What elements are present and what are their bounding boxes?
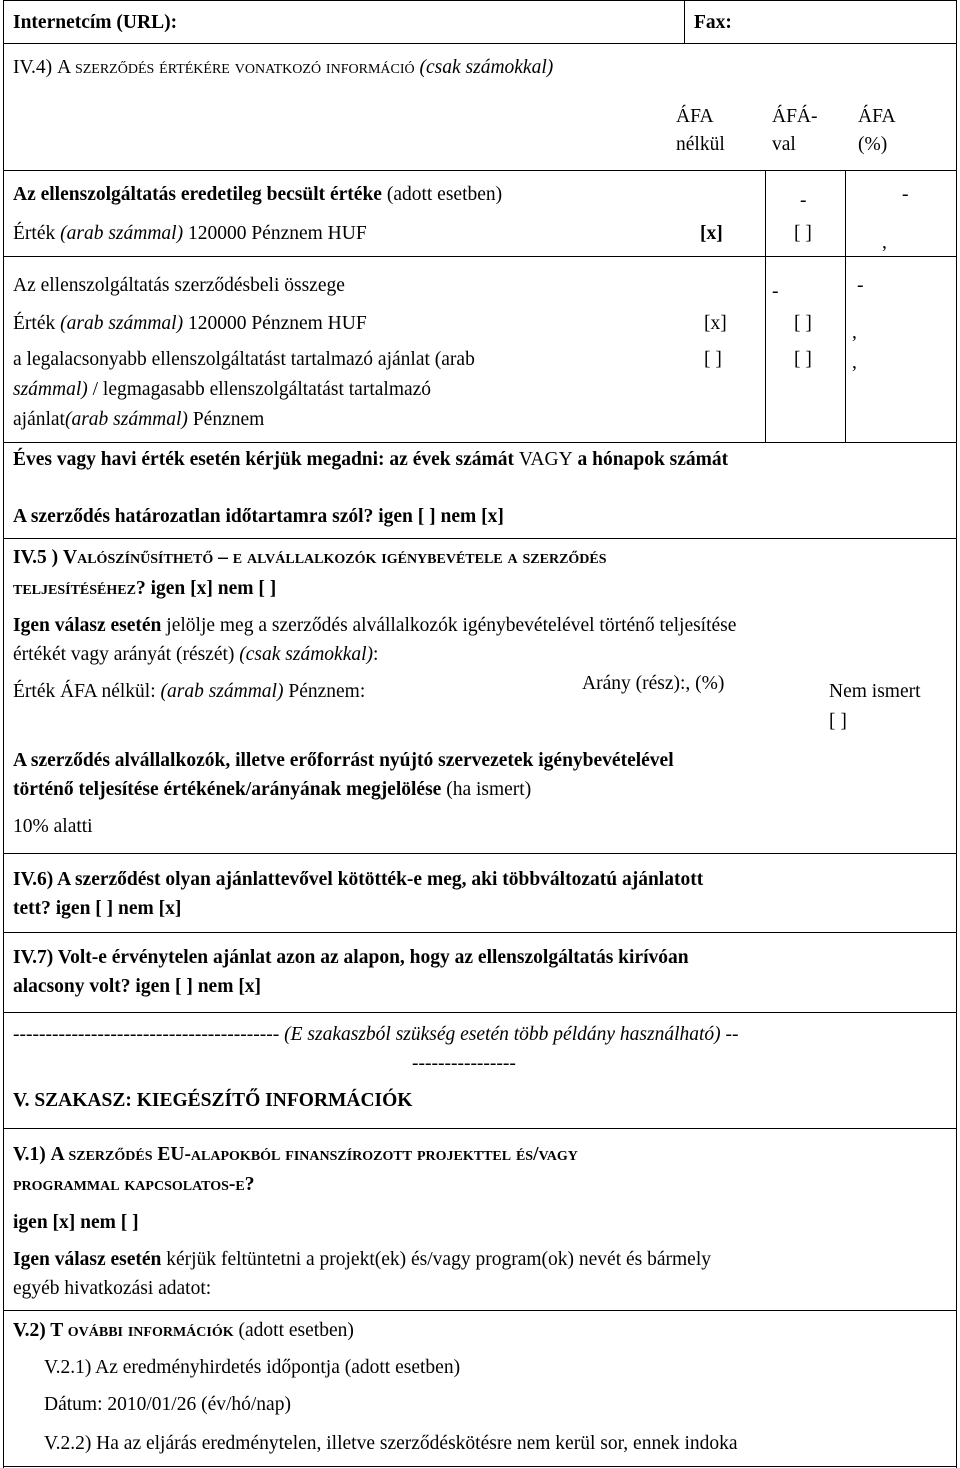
s4-5-yes-bold: Igen válasz esetén bbox=[13, 615, 162, 636]
s5-2-note: (adott esetben) bbox=[233, 1320, 354, 1341]
r5-l1b: (arab bbox=[434, 349, 475, 370]
table-row-divider bbox=[3, 256, 957, 257]
table-col-divider-2 bbox=[845, 170, 846, 442]
r2-comma: , bbox=[882, 232, 887, 253]
s4-5-sub-l2a: történő teljesítése értékének/arányának megjelölése bbox=[13, 779, 442, 800]
r4-a: Érték bbox=[13, 313, 61, 334]
frame-top bbox=[3, 0, 957, 1]
s4-5-title-l2: teljesítéséhez? bbox=[13, 578, 146, 599]
s4-5-value-b: (arab számmal) bbox=[160, 681, 284, 702]
r2-value-label bbox=[13, 223, 367, 245]
s4-6-l1: IV.6) A szerződést olyan ajánlattevővel kötötték-e meg, aki többváltozatú ajánlatott bbox=[13, 869, 704, 890]
s4-5-heading-2 bbox=[13, 578, 276, 600]
col-afa-pct-1: ÁFA bbox=[858, 106, 896, 127]
header-col-divider bbox=[684, 0, 685, 43]
s4-5-sub-l2 bbox=[13, 779, 531, 801]
s4-5-yes-l1 bbox=[13, 615, 736, 637]
s4-5-heading-1 bbox=[13, 547, 607, 569]
r5-checkbox-2[interactable]: [ ] bbox=[794, 349, 812, 370]
r4-checkbox-empty[interactable]: [ ] bbox=[794, 313, 812, 334]
r3-dash-val: - bbox=[772, 281, 779, 302]
url-label: Internetcím (URL): bbox=[13, 12, 178, 33]
s5-2-1: V.2.1) Az eredményhirdetés időpontja (adott esetben) bbox=[44, 1357, 461, 1378]
r4-comma: , bbox=[852, 322, 857, 343]
indefinite-question: A szerződés határozatlan időtartamra szól? igen [ ] nem [x] bbox=[13, 506, 504, 527]
s5-1-yes-bold: Igen válasz esetén bbox=[13, 1249, 162, 1270]
s4-5-top bbox=[3, 538, 957, 539]
yearly-a: Éves vagy havi érték esetén kérjük megadni: az évek számát bbox=[13, 449, 519, 470]
r4-c: 120000 Pénznem HUF bbox=[183, 313, 367, 334]
s5-1-l1 bbox=[13, 1144, 578, 1166]
col-afaval-2: val bbox=[772, 134, 796, 155]
r4-checkbox-x[interactable]: [x] bbox=[704, 313, 727, 334]
s5-2-2: V.2.2) Ha az eljárás eredménytelen, illetve szerződéskötésre nem kerül sor, ennek indoka bbox=[44, 1433, 738, 1454]
s5-1-l2: programmal kapcsolatos-e? bbox=[13, 1174, 255, 1195]
s5-1-title-l1: A szerződés EU-alapokból finanszírozott projekttel és/vagy bbox=[50, 1144, 578, 1165]
s4-5-yes-l2b: (csak számokkal) bbox=[239, 644, 374, 665]
s4-4-heading bbox=[13, 57, 553, 79]
s5-1-top bbox=[3, 1128, 957, 1129]
r5-l2b: / legmagasabb ellenszolgáltatást tartalmazó bbox=[87, 379, 432, 400]
r5-l3b: (arab számmal) bbox=[64, 409, 188, 430]
estimated-value-rest: (adott esetben) bbox=[381, 184, 503, 205]
sep-note: (E szakaszból szükség esetén több példány használható) bbox=[279, 1024, 721, 1045]
s4-5-sub-l2b: (ha ismert) bbox=[441, 779, 532, 800]
r2-checkbox-empty[interactable]: [ ] bbox=[794, 223, 812, 244]
s4-5-yes-l2 bbox=[13, 644, 378, 666]
r3-dash-pct: - bbox=[857, 275, 864, 296]
s4-5-yes-l2a: értékét vagy arányát (részét) bbox=[13, 644, 240, 665]
header-divider bbox=[3, 43, 957, 44]
s4-6-l2: tett? igen [ ] nem [x] bbox=[13, 898, 182, 919]
r1-dash-pct: - bbox=[902, 184, 909, 205]
sep-top bbox=[3, 1012, 957, 1013]
r5-l2a: számmal) bbox=[13, 379, 88, 400]
col-afaval-1: ÁFÁ- bbox=[772, 106, 818, 127]
r2-c: 120000 Pénznem HUF bbox=[183, 223, 367, 244]
yearly-note bbox=[13, 449, 728, 471]
s4-5-title-l1: Valószínűsíthető – e alvállalkozók igénybevétele a szerződés bbox=[63, 547, 607, 568]
sep-tail: -- bbox=[720, 1024, 739, 1045]
col-afa-nelkul-2: nélkül bbox=[676, 134, 725, 155]
frame-right bbox=[956, 0, 957, 1468]
estimated-value-label bbox=[13, 184, 502, 206]
col-afa-nelkul-1: ÁFA bbox=[676, 106, 714, 127]
r5-comma: , bbox=[852, 352, 857, 373]
s4-5-value-a: Érték ÁFA nélkül: bbox=[13, 681, 161, 702]
s4-5-answer: igen [x] nem [ ] bbox=[145, 578, 277, 599]
sep-line-1 bbox=[13, 1024, 739, 1046]
s5-1-answer: igen [x] nem [ ] bbox=[13, 1212, 139, 1233]
s4-4-num: IV.4) bbox=[13, 57, 58, 78]
s4-5-value-c: Pénznem: bbox=[283, 681, 366, 702]
r5-line-1 bbox=[13, 349, 475, 371]
frame-left bbox=[3, 0, 4, 1468]
r5-l3a: ajánlat bbox=[13, 409, 65, 430]
s5-heading: V. SZAKASZ: KIEGÉSZÍTŐ INFORMÁCIÓK bbox=[13, 1090, 413, 1111]
frame-bottom bbox=[3, 1466, 957, 1467]
sep-line-2: ---------------- bbox=[412, 1053, 516, 1074]
r5-l1a: a legalacsonyabb ellenszolgáltatást tartalmazó ajánlat bbox=[13, 349, 435, 370]
s4-5-unknown: Nem ismert bbox=[829, 681, 921, 702]
contract-amount-label: Az ellenszolgáltatás szerződésbeli összege bbox=[13, 275, 345, 296]
s4-5-yes-l2c: : bbox=[373, 644, 379, 665]
s5-2-heading bbox=[13, 1320, 354, 1342]
s4-5-num: IV.5 ) bbox=[13, 547, 64, 568]
s4-5-yes-rest: jelölje meg a szerződés alvállalkozók igénybevételével történő teljesítése bbox=[161, 615, 737, 636]
r5-l3c: Pénznem bbox=[187, 409, 265, 430]
s4-5-unknown-checkbox[interactable]: [ ] bbox=[829, 711, 847, 732]
s5-2-date: Dátum: 2010/01/26 (év/hó/nap) bbox=[44, 1394, 291, 1415]
s4-6-top bbox=[3, 853, 957, 854]
yearly-c: a hónapok számát bbox=[572, 449, 729, 470]
s4-4-title: A szerződés értékére vonatkozó információ bbox=[57, 57, 415, 78]
s4-5-ratio: Arány (rész):, (%) bbox=[582, 673, 725, 694]
estimated-value-bold: Az ellenszolgáltatás eredetileg becsült értéke bbox=[13, 184, 382, 205]
r2-checkbox-x[interactable]: [x] bbox=[700, 223, 723, 244]
s4-4-note: (csak számokkal) bbox=[414, 57, 554, 78]
fax-label: Fax: bbox=[694, 12, 732, 33]
table-col-divider-1 bbox=[765, 170, 766, 442]
s4-5-sub-value: 10% alatti bbox=[13, 816, 93, 837]
col-afa-pct-2: (%) bbox=[858, 134, 888, 155]
sep-dashes: ----------------------------------------- bbox=[13, 1024, 280, 1045]
r5-line-2 bbox=[13, 379, 431, 401]
s4-5-sub-l1: A szerződés alvállalkozók, illetve erőforrást nyújtó szervezetek igénybevételével bbox=[13, 750, 674, 771]
r4-value-label bbox=[13, 313, 367, 335]
s5-1-num: V.1) bbox=[13, 1144, 51, 1165]
s4-7-top bbox=[3, 932, 957, 933]
r2-a: Érték bbox=[13, 223, 61, 244]
r1-dash-val: - bbox=[800, 190, 807, 211]
s5-1-yes-l2: egyéb hivatkozási adatot: bbox=[13, 1278, 212, 1299]
s4-7-l2: alacsony volt? igen [ ] nem [x] bbox=[13, 976, 262, 997]
s5-1-yes-l1 bbox=[13, 1249, 711, 1271]
s5-2-top bbox=[3, 1310, 957, 1311]
r4-b: (arab számmal) bbox=[60, 313, 184, 334]
s5-2-num: V.2) T bbox=[13, 1320, 68, 1341]
r2-b: (arab számmal) bbox=[60, 223, 184, 244]
table-bottom bbox=[3, 442, 957, 443]
s5-1-yes-rest: kérjük feltüntetni a projekt(ek) és/vagy program(ok) nevét és bármely bbox=[161, 1249, 711, 1270]
s4-5-value bbox=[13, 681, 365, 703]
s5-2-title: ovábbi információk bbox=[67, 1320, 234, 1341]
s4-7-l1: IV.7) Volt-e érvénytelen ajánlat azon az alapon, hogy az ellenszolgáltatás kirívóan bbox=[13, 947, 689, 968]
r5-checkbox-1[interactable]: [ ] bbox=[704, 349, 722, 370]
table-top bbox=[3, 170, 957, 171]
r5-line-3 bbox=[13, 409, 264, 431]
yearly-b: VAGY bbox=[518, 449, 573, 470]
